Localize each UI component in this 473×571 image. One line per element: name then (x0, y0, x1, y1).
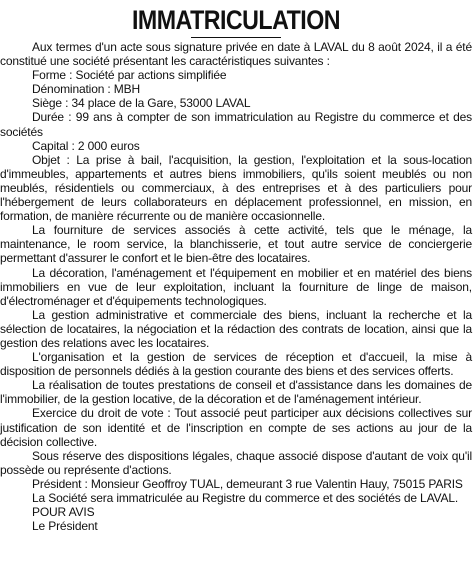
votes-paragraph: Sous réserve des dispositions légales, chaque associé dispose d'autant de voix qu'il possède ou représente d'actions. (0, 448, 472, 477)
decoration-paragraph: La décoration, l'aménagement et l'équipement en mobilier et en matériel des biens immobiliers en vue de leur exploitation, incluant la fourniture de linge de maison, d'électroménager et d'équipements technologiques. (0, 265, 472, 308)
notice-title: IMMATRICULATION (131, 5, 341, 35)
management-paragraph: La gestion administrative et commerciale des biens, incluant la recherche et la sélection de locataires, la négociation et la rédaction des contrats de location, ainsi que la gestion des relations avec les locataires. (0, 307, 472, 350)
intro-paragraph: Aux termes d'un acte sous signature privée en date à LAVAL du 8 août 2024, il a été constitué une société présentant les caractéristiques suivantes : (0, 40, 472, 69)
notice-body (0, 40, 472, 533)
purpose-paragraph: Objet : La prise à bail, l'acquisition, la gestion, l'exploitation et la sous-location d'immeubles, appartements et autres biens immobiliers, qu'ils soient meublés ou non meublés, résidentiels ou commerciaux, à des entreprises et à des particuliers pour l'hébergement de leurs collaborateurs en déplacement professionnel, en mission, en formation, de manière récurrente ou de manière occasionnelle. (0, 152, 472, 224)
duration-line: Durée : 99 ans à compter de son immatriculation au Registre du commerce et des sociétés (0, 110, 472, 139)
denomination-line: Dénomination : MBH (32, 82, 141, 97)
services-paragraph: La fourniture de services associés à cette activité, tels que le ménage, la maintenance, le room service, la blanchisserie, et tout autre service de conciergerie permettant d'assurer le confort et le bien-être des locataires. (0, 223, 472, 266)
title-underline (191, 37, 281, 38)
reception-paragraph: L'organisation et la gestion de services de réception et d'accueil, la mise à disposition de personnels dédiés à la gestion courante des biens et des services offerts. (0, 350, 472, 379)
signature-line: Le Président (32, 519, 98, 534)
form-line: Forme : Société par actions simplifiée (32, 68, 227, 83)
capital-line: Capital : 2 000 euros (32, 138, 140, 153)
president-line: Président : Monsieur Geoffroy TUAL, demeurant 3 rue Valentin Hauy, 75015 PARIS (32, 476, 463, 491)
registration-line: La Société sera immatriculée au Registre du commerce et des sociétés de LAVAL. (32, 491, 459, 505)
pour-avis-line: POUR AVIS (32, 505, 95, 520)
consulting-paragraph: La réalisation de toutes prestations de conseil et d'assistance dans les domaines de l'immobilier, de la gestion locative, de la décoration et de l'aménagement intérieur. (0, 378, 472, 407)
registered-office-line: Siège : 34 place de la Gare, 53000 LAVAL (32, 96, 251, 111)
voting-rights-paragraph: Exercice du droit de vote : Tout associé peut participer aux décisions collectives sur justification de son identité et de l'inscription en compte de ses actions au jour de la décision collective. (0, 406, 472, 449)
